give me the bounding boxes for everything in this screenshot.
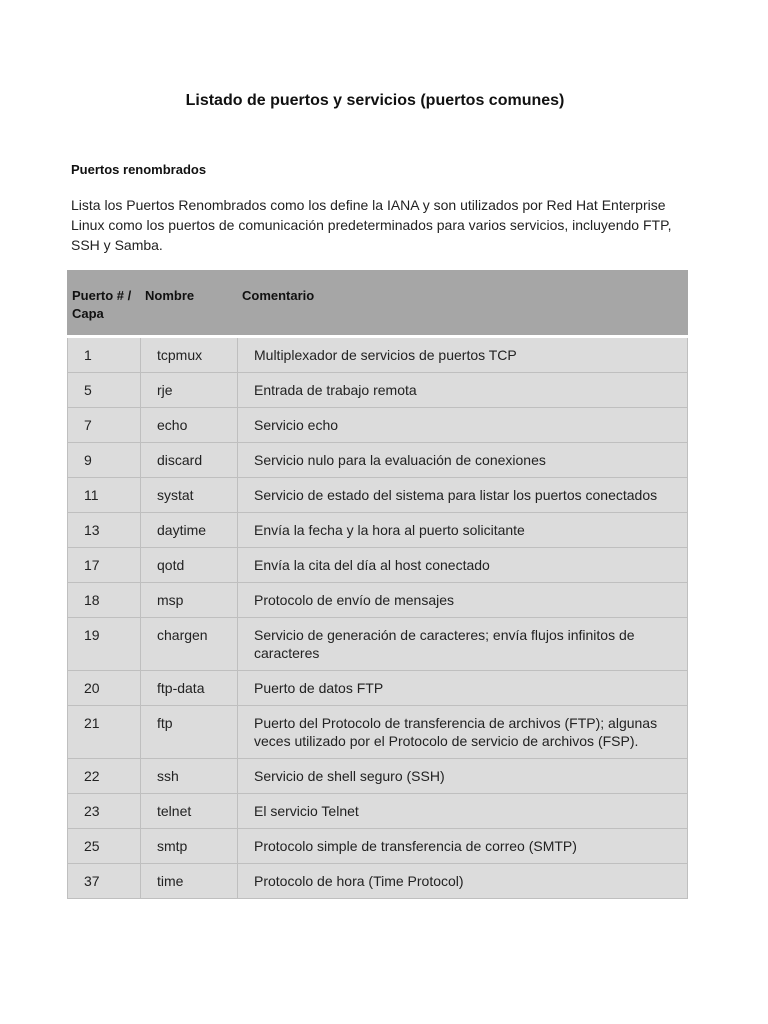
table-row [68, 548, 688, 583]
intro-paragraph: Lista los Puertos Renombrados como los define la IANA y son utilizados por Red Hat Enterprise Linux como los puertos de comunicación predeterminados para varios servicios, incluyendo FTP, SSH y Samba. [71, 197, 672, 253]
table-body [68, 337, 688, 899]
cell-comment: Protocolo de hora (Time Protocol) [238, 864, 688, 899]
table-row [68, 408, 688, 443]
cell-name: systat [141, 478, 238, 513]
cell-name: ftp-data [141, 671, 238, 706]
cell-port: 13 [68, 513, 141, 548]
cell-port: 17 [68, 548, 141, 583]
table-row [68, 618, 688, 671]
table-row [68, 794, 688, 829]
header-port: Puerto # / Capa [68, 271, 141, 337]
cell-name: echo [141, 408, 238, 443]
cell-port: 1 [68, 337, 141, 373]
cell-name: qotd [141, 548, 238, 583]
cell-name: telnet [141, 794, 238, 829]
cell-comment: Entrada de trabajo remota [238, 373, 688, 408]
ports-table [67, 270, 688, 899]
table-header [68, 271, 688, 337]
cell-port: 25 [68, 829, 141, 864]
cell-comment: Servicio de generación de caracteres; envía flujos infinitos de caracteres [238, 618, 688, 671]
cell-name: daytime [141, 513, 238, 548]
cell-name: discard [141, 443, 238, 478]
table-row [68, 373, 688, 408]
cell-port: 11 [68, 478, 141, 513]
cell-comment: Envía la cita del día al host conectado [238, 548, 688, 583]
cell-port: 23 [68, 794, 141, 829]
table-row [68, 337, 688, 373]
cell-comment: Puerto del Protocolo de transferencia de archivos (FTP); algunas veces utilizado por el Protocolo de servicio de archivos (FSP). [238, 706, 688, 759]
cell-port: 9 [68, 443, 141, 478]
cell-port: 18 [68, 583, 141, 618]
table-row [68, 864, 688, 899]
section-heading: Puertos renombrados [71, 162, 207, 177]
cell-comment: Servicio nulo para la evaluación de conexiones [238, 443, 688, 478]
cell-comment: Multiplexador de servicios de puertos TCP [238, 337, 688, 373]
table-row [68, 583, 688, 618]
cell-comment: Protocolo de envío de mensajes [238, 583, 688, 618]
cell-port: 5 [68, 373, 141, 408]
cell-comment: Puerto de datos FTP [238, 671, 688, 706]
table-row [68, 443, 688, 478]
cell-name: chargen [141, 618, 238, 671]
cell-port: 22 [68, 759, 141, 794]
cell-port: 19 [68, 618, 141, 671]
cell-comment: Envía la fecha y la hora al puerto solicitante [238, 513, 688, 548]
table-header-row [68, 271, 688, 337]
cell-name: ssh [141, 759, 238, 794]
table-row [68, 706, 688, 759]
cell-name: msp [141, 583, 238, 618]
cell-comment: Servicio de estado del sistema para listar los puertos conectados [238, 478, 688, 513]
cell-name: ftp [141, 706, 238, 759]
cell-comment: El servicio Telnet [238, 794, 688, 829]
table-row [68, 478, 688, 513]
cell-name: time [141, 864, 238, 899]
cell-port: 20 [68, 671, 141, 706]
header-name: Nombre [141, 271, 238, 337]
table-row [68, 759, 688, 794]
cell-name: tcpmux [141, 337, 238, 373]
document-title: Listado de puertos y servicios (puertos comunes) [185, 92, 565, 109]
cell-port: 7 [68, 408, 141, 443]
cell-port: 37 [68, 864, 141, 899]
cell-comment: Servicio echo [238, 408, 688, 443]
table-row [68, 671, 688, 706]
cell-port: 21 [68, 706, 141, 759]
cell-comment: Servicio de shell seguro (SSH) [238, 759, 688, 794]
table-row [68, 513, 688, 548]
cell-name: rje [141, 373, 238, 408]
header-comment: Comentario [238, 271, 688, 337]
table-row [68, 829, 688, 864]
cell-name: smtp [141, 829, 238, 864]
cell-comment: Protocolo simple de transferencia de correo (SMTP) [238, 829, 688, 864]
